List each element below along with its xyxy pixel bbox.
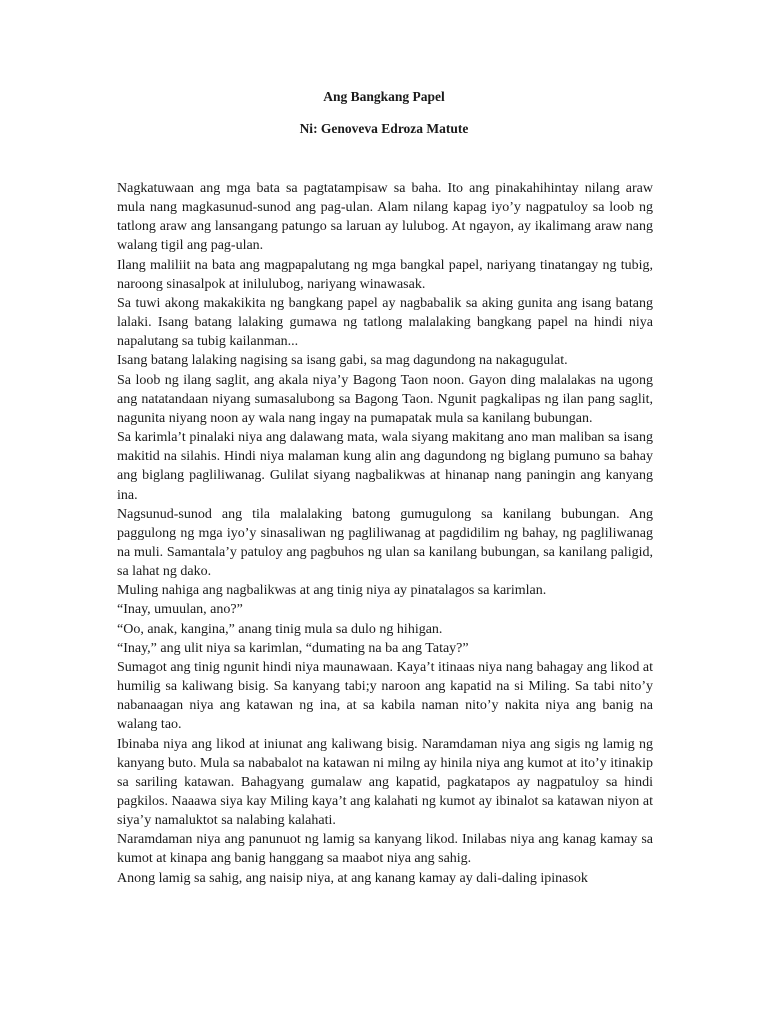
paragraph: Ibinaba niya ang likod at iniunat ang kaliwang bisig. Naramdaman niya ang sigis ng lamig ng kanyang buto. Mula sa nababalot na katawan ni milng ay hinila niya ang kumot at ito’y itinakip sa sariling katawan. Bahagyang gumalaw ang kapatid, pagkatapos ay nagpatuloy sa hindi pagkilos. Naaawa siya kay Miling kaya’t ang kalahati ng kumot ay ibinalot sa katawan niyon at siya’y namaluktot sa nalabing kalahati. <box>117 736 653 829</box>
paragraph: Isang batang lalaking nagising sa isang gabi, sa mag dagundong na nakagugulat. <box>117 353 568 369</box>
paragraph: Nagsunud-sunod ang tila malalaking batong gumugulong sa kanilang bubungan. Ang paggulong ng mga iyo’y sinasaliwan ng pagliliwanag at pagdidilim ng bahay, ng pagliliwanag na muli. Samantala’y patuloy ang pagbuhos ng ulan sa kanilang bubungan, sa kanilang paligid, sa lahat ng dako. <box>117 506 653 580</box>
paragraph: Anong lamig sa sahig, ang naisip niya, at ang kanang kamay ay dali-daling ipinasok <box>117 870 588 886</box>
paragraph: Sa karimla’t pinalaki niya ang dalawang mata, wala siyang makitang ano man maliban sa isang makitid na silahis. Hindi niya malaman kung alin ang dagundong ng biglang pumuno sa bahay ang biglang pagliliwanag. Gulilat siyang nagbalikwas at hinanap nang paningin ang kanyang ina. <box>117 430 653 503</box>
dialogue-line: “Inay, umuulan, ano?” <box>117 602 243 618</box>
paragraph: Sa loob ng ilang saglit, ang akala niya’y Bagong Taon noon. Gayon ding malalakas na ugong ang natatandaan niyang sumasalubong sa Bagong Taon. Ngunit pagkalipas ng ilan pang saglit, nagunita niyang noon ay wala nang ingay na pumapatak mula sa kanilang bubungan. <box>117 372 653 426</box>
paragraph: Naramdaman niya ang panunuot ng lamig sa kanyang likod. Inilabas niya ang kanag kamay sa kumot at kinapa ang banig hanggang sa maabot niya ang sahig. <box>117 832 653 867</box>
paragraph: Sa tuwi akong makakikita ng bangkang papel ay nagbabalik sa aking gunita ang isang batang lalaki. Isang batang lalaking gumawa ng tatlong malalaking bangkang papel na hindi niya napalutang sa tubig kailanman... <box>117 295 653 350</box>
paragraph: Muling nahiga ang nagbalikwas at ang tinig niya ay pinatalagos sa karimlan. <box>117 583 547 599</box>
paragraph: Nagkatuwaan ang mga bata sa pagtatampisaw sa baha. Ito ang pinakahihintay nilang araw mula nang magkasunud-sunod ang pag-ulan. Alam nilang kapag iyo’y nagpatuloy sa loob ng tatlong araw ang lansangang patungo sa laruan ay lulubog. At ngayon, ay ikalimang araw nang walang tigil ang pag-ulan. <box>117 181 653 254</box>
dialogue-line: “Inay,” ang ulit niya sa karimlan, “dumating na ba ang Tatay?” <box>117 640 469 656</box>
dialogue-line: “Oo, anak, kangina,” anang tinig mula sa dulo ng hihigan. <box>117 621 443 637</box>
document-body <box>117 179 653 888</box>
document-title: Ang Bangkang Papel <box>323 89 445 104</box>
paragraph: Sumagot ang tinig ngunit hindi niya maunawaan. Kaya’t itinaas niya nang bahagay ang likod at humilig sa kaliwang bisig. Sa kanyang tabi;y naroon ang kapatid na si Miling. Sa tabi nito’y nabanaagan niya ang katawan ng ina, at sa kabila naman nito’y nakita niya ang banig na walang tao. <box>117 659 653 733</box>
paragraph: Ilang maliliit na bata ang magpapalutang ng mga bangkal papel, nariyang tinatangay ng tubig, naroong sinasalpok at inilulubog, nariyang winawasak. <box>117 257 653 292</box>
document-author: Ni: Genoveva Edroza Matute <box>299 121 469 136</box>
